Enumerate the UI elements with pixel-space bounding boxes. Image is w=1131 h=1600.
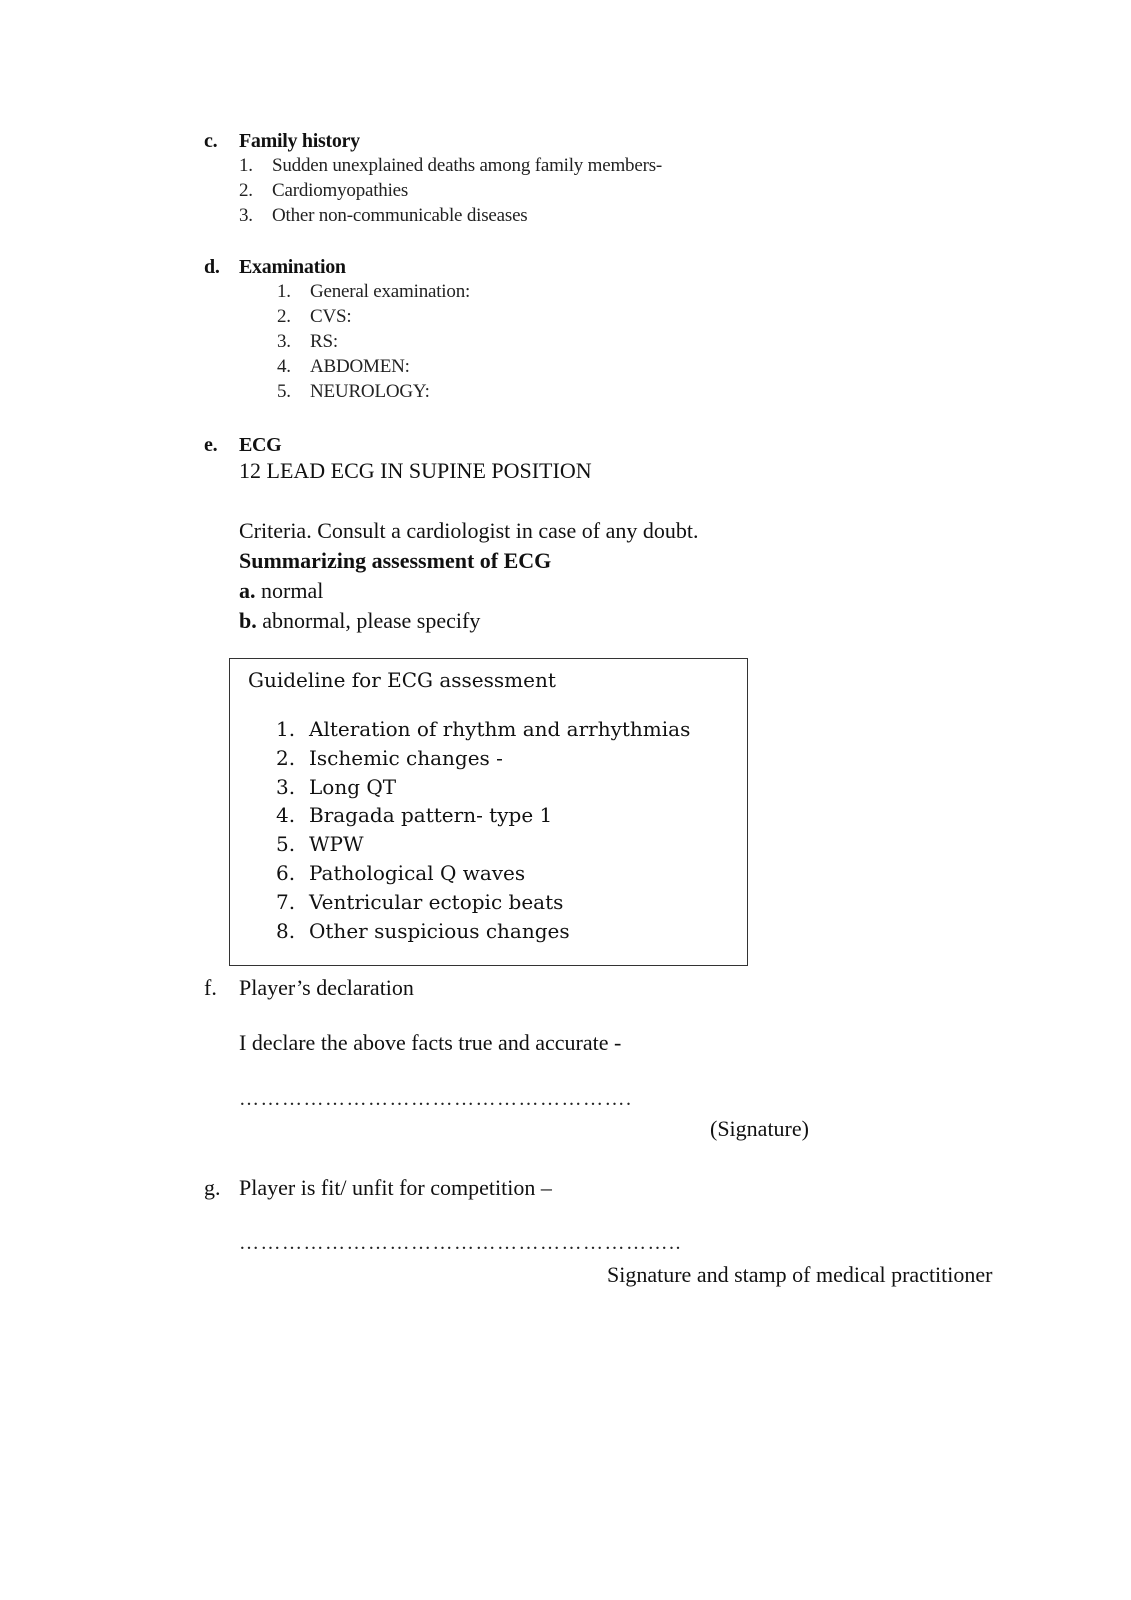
ecg-criteria: Criteria. Consult a cardiologist in case of any doubt.: [239, 518, 699, 543]
ecg-heading: ECG: [239, 434, 282, 456]
declaration-statement: I declare the above facts true and accurate -: [239, 1030, 622, 1055]
section-letter: f.: [204, 975, 217, 1000]
section-letter: g.: [204, 1175, 221, 1200]
practitioner-signature-line[interactable]: ……………………………………………………..: [239, 1232, 682, 1254]
ecg-guideline-box: Guideline for ECG assessment 1. Alteration of rhythm and arrhythmias 2. Ischemic changes - 3. Long QT 4. Bragada pattern- type 1 5. WPW 6. Pathological Q waves 7. Ventricular ectopic beats 8. Other suspicious changes: [229, 658, 748, 966]
section-letter: e.: [204, 434, 218, 456]
declaration-signature-line[interactable]: ……………………………………………….: [239, 1088, 633, 1110]
list-item: 3. RS:: [277, 331, 338, 352]
list-item: 3. Other non-communicable diseases: [239, 205, 528, 226]
section-letter: d.: [204, 256, 220, 278]
practitioner-signature-label: Signature and stamp of medical practitioner: [607, 1262, 993, 1287]
ecg-summary-heading: Summarizing assessment of ECG: [239, 548, 552, 573]
ecg-option-normal: a. normal: [239, 578, 324, 603]
list-item: 1. General examination:: [277, 281, 471, 302]
list-item: 2. Cardiomyopathies: [239, 180, 409, 201]
examination-heading: Examination: [239, 256, 346, 278]
declaration-signature-label: (Signature): [710, 1116, 809, 1141]
list-item: 4. ABDOMEN:: [277, 356, 410, 377]
examination-list: [277, 279, 1099, 404]
family-history-list: [239, 153, 1099, 228]
list-item: 2. CVS:: [277, 306, 352, 327]
fitness-statement: Player is fit/ unfit for competition –: [239, 1175, 552, 1200]
list-item: 5. NEUROLOGY:: [277, 381, 430, 402]
section-letter: c.: [204, 130, 218, 152]
ecg-option-abnormal: b. abnormal, please specify: [239, 608, 481, 633]
list-item: 1. Sudden unexplained deaths among family members-: [239, 155, 663, 176]
family-history-heading: Family history: [239, 130, 360, 152]
declaration-heading: Player’s declaration: [239, 975, 414, 1000]
guideline-title: Guideline for ECG assessment: [248, 668, 556, 692]
ecg-subheading: 12 LEAD ECG IN SUPINE POSITION: [239, 458, 592, 483]
